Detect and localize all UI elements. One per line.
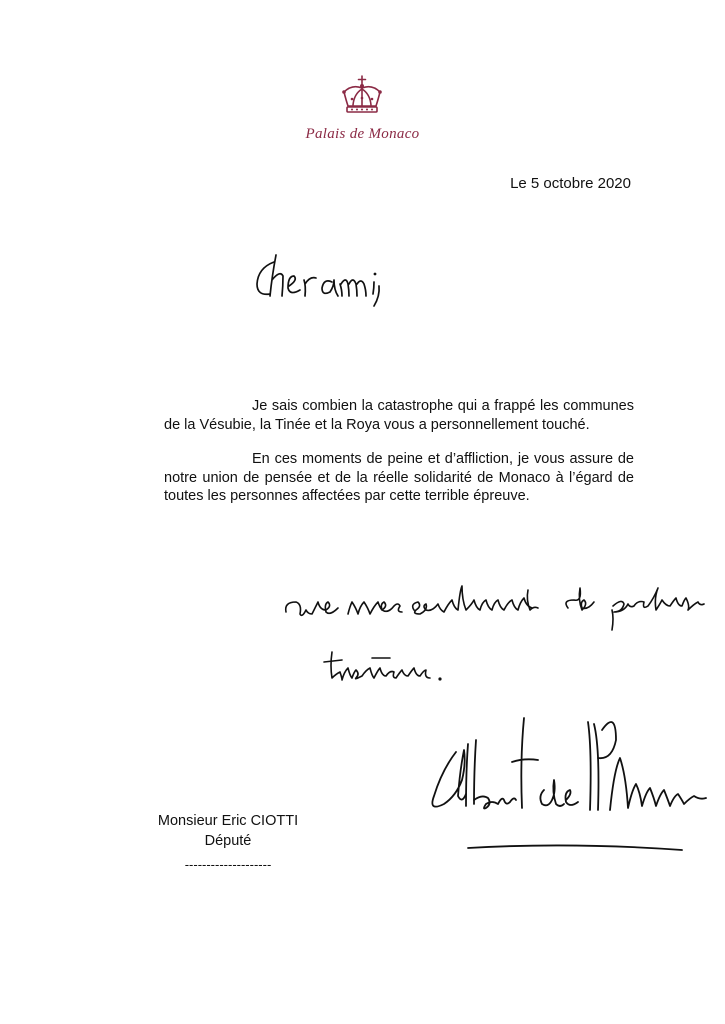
letter-body bbox=[164, 397, 634, 522]
body-paragraph-2: En ces moments de peine et d’affliction, je vous assure de notre union de pensée et de la réelle solidarité de Monaco à l’égard de toutes les personnes affectées par cette terrible épreuve. bbox=[164, 451, 634, 504]
recipient-block bbox=[128, 811, 328, 875]
letter-date: Le 5 octobre 2020 bbox=[510, 175, 631, 192]
recipient-name: Monsieur Eric CIOTTI bbox=[157, 813, 299, 829]
signature bbox=[420, 700, 710, 865]
handwritten-salutation bbox=[252, 250, 402, 315]
crown-icon bbox=[338, 74, 386, 118]
letterhead-title: Palais de Monaco bbox=[305, 126, 420, 142]
recipient-title: Député bbox=[204, 833, 252, 849]
recipient-rule: -------------------- bbox=[184, 857, 272, 872]
handwritten-closing-line-2 bbox=[320, 648, 450, 688]
handwritten-closing-line-1 bbox=[282, 580, 710, 640]
body-paragraph-1: Je sais combien la catastrophe qui a frappé les communes de la Vésubie, la Tinée et la Roya vous a personnellement touché. bbox=[164, 398, 634, 433]
